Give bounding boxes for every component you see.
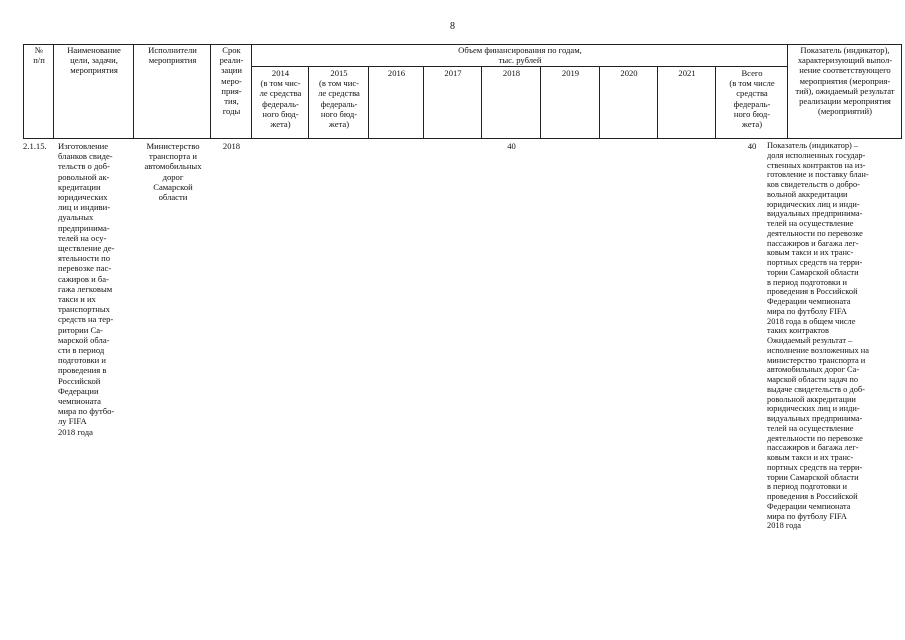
header-year-2016: 2016: [387, 68, 406, 78]
header-year-2015: 2015 (в том чис- ле средства федераль- ного бюд- жета): [318, 68, 360, 130]
table-header-bottom-border: [23, 138, 902, 139]
header-indicator: Показатель (индикатор), характеризующий выпол- нение соответствующего мероприятия (мероприя- тий), ожидаемый результат реализации мероприятия (мероприятий): [795, 45, 895, 117]
header-name: Наименование цели, задачи, мероприятия: [67, 45, 121, 76]
row-executors: Министерство транспорта и автомобильных дорог Самарской области: [144, 141, 202, 203]
funding-subheader-line: [251, 66, 787, 67]
row-term: 2018: [222, 141, 241, 151]
row-indicator: Показатель (индикатор) – доля исполненных государ- ственных контрактов на из- готовление и поставку блан- ков свидетельств о добро- вольной аккредитации юридических лиц и инди- видуальных предпринима- телей на осуществление деятельности по перевозке пассажиров и багажа лег- ковым такси и их транс- портных средств на терри- тории Самарской области в период подготовки и проведения в Российской Федерации чемпионата мира по футболу FIFA 2018 года в общем числе таких контрактов Ожидаемый результат – исполнение возложенных на министерство транспорта и автомобильных дорог Са- марской области задач по выдаче свидетельств о доб- ровольной аккредитации юридических лиц и инди- видуальных предпринима- телей на осуществление деятельности по перевозке пассажиров и багажа лег- ковым такси и их транс- портных средств на терри- тории Самарской области в период подготовки и проведения в Российской Федерации чемпионата мира по футболу FIFA 2018 года: [767, 141, 869, 531]
header-executors: Исполнители мероприятия: [148, 45, 197, 66]
header-year-2018: 2018: [502, 68, 521, 78]
header-funding: Объем финансирования по годам, тыс. рублей: [458, 45, 582, 66]
header-num: № п/п: [33, 45, 45, 66]
header-year-2021: 2021: [678, 68, 696, 78]
page-number: 8: [450, 21, 455, 32]
header-year-2014: 2014 (в том чис- ле средства федераль- ного бюд- жета): [259, 68, 302, 130]
header-year-2019: 2019: [561, 68, 580, 78]
row-name: Изготовление бланков свиде- тельств о доб- ровольной ак- кредитации юридических лиц и индиви- дуальных предпринима- телей на осу- ществление де- ятельности по перевозке пас- сажиров и ба- гажа легковым такси и их транспортных средств на тер- ритории Са- марской обла- сти в период подготовки и проведения в Российской Федерации чемпионата мира по футбо- лу FIFA 2018 года: [58, 141, 115, 437]
header-year-2017: 2017: [444, 68, 462, 78]
row-num: 2.1.15.: [23, 141, 47, 151]
row-value-2018: 40: [507, 141, 516, 151]
header-term: Срок реали- зации меро- прия- тия, годы: [219, 45, 244, 117]
row-value-total: 40: [747, 141, 757, 151]
header-year-2020: 2020: [620, 68, 638, 78]
header-total: Всего (в том числе средства федераль- ного бюд- жета): [729, 68, 775, 130]
